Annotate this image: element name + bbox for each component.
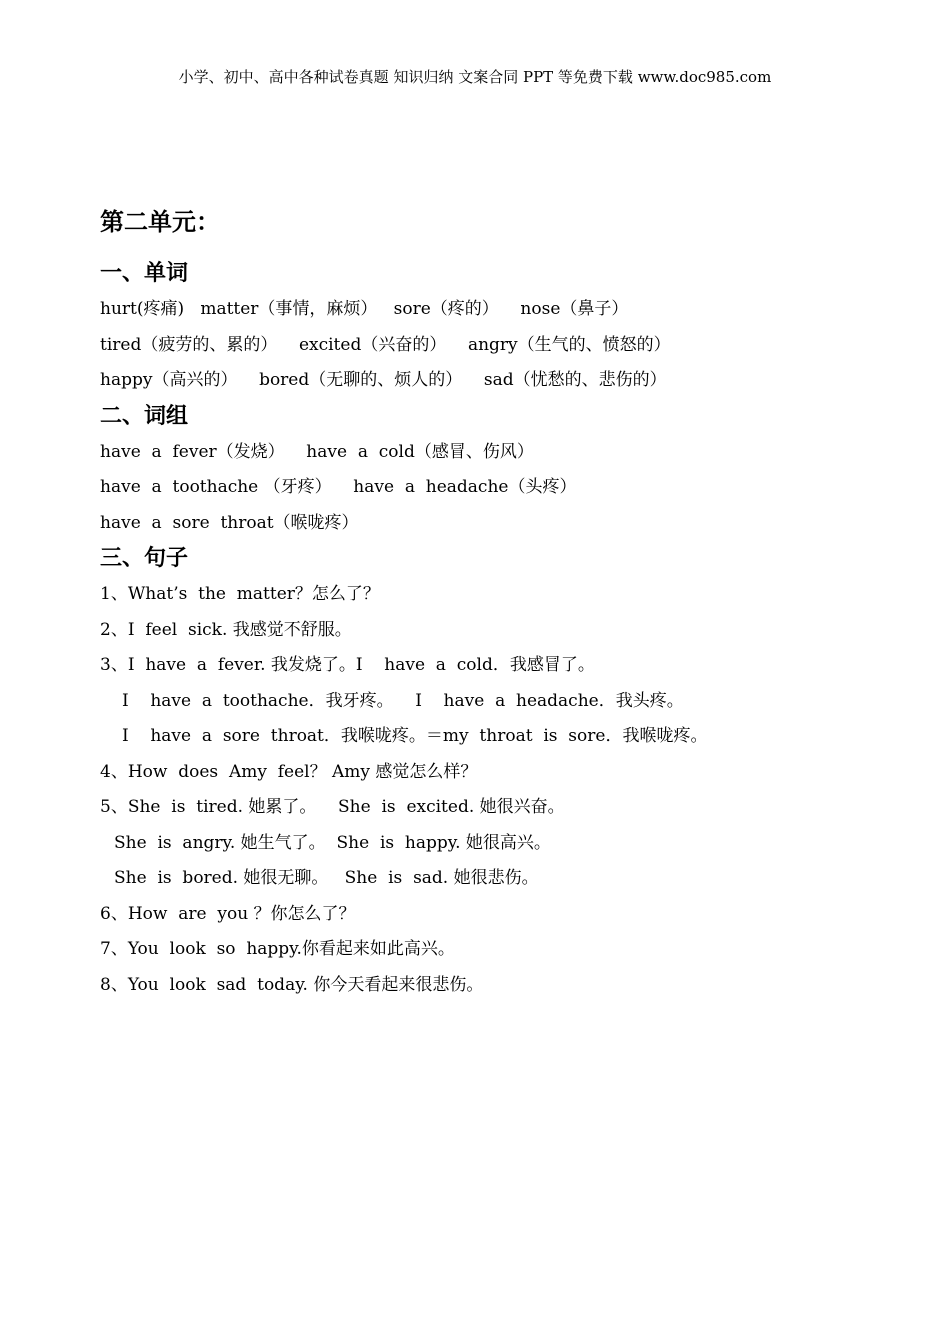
sentence-line: 1、What’s the matter？怎么了？	[100, 584, 380, 604]
sentence-line: She is angry. 她生气了。 She is happy. 她很高兴。	[114, 832, 551, 853]
word-line: happy（高兴的） bored（无聊的、烦人的） sad（忧愁的、悲伤的）	[100, 370, 667, 390]
sentence-line: 5、She is tired. 她累了。 She is excited. 她很兴奋。	[100, 797, 565, 817]
section-words-title: 一、单词	[100, 261, 189, 286]
sentence-line: I have a sore throat．我喉咙疼。＝my throat is sore．我喉咙疼。	[122, 726, 708, 746]
page-header: 小学、初中、高中各种试卷真题 知识归纳 文案合同 PPT 等免费下载 www.doc985.com	[178, 68, 772, 86]
sentence-line: She is bored. 她很无聊。 She is sad. 她很悲伤。	[114, 868, 539, 888]
sentence-line: 2、I feel sick. 我感觉不舒服。	[100, 619, 352, 640]
word-line: tired（疲劳的、累的） excited（兴奋的） angry（生气的、愤怒的）	[100, 334, 671, 355]
document-body	[100, 200, 880, 1003]
sentence-line: 4、How does Amy feel？ Amy 感觉怎么样？	[100, 761, 478, 782]
word-line: hurt(疼痛) matter（事情，麻烦） sore（疼的） nose（鼻子）	[100, 299, 629, 319]
sentence-line: 6、How are you ？你怎么了？	[100, 903, 356, 924]
section-sentences-title: 三、句子	[100, 546, 189, 571]
sentence-line: 3、I have a fever. 我发烧了。I have a cold．我感冒了。	[100, 655, 595, 675]
sentence-line: I have a toothache．我牙疼。 I have a headache．我头疼。	[122, 690, 684, 711]
phrase-line: have a toothache （牙疼） have a headache（头疼）	[100, 477, 577, 497]
phrase-line: have a sore throat（喉咙疼）	[100, 512, 359, 533]
unit-title: 第二单元：	[100, 208, 220, 236]
phrase-line: have a fever（发烧） have a cold（感冒、伤风）	[100, 441, 534, 462]
section-phrases-title: 二、词组	[100, 403, 189, 429]
sentence-line: 7、You look so happy.你看起来如此高兴。	[100, 939, 455, 959]
sentence-line: 8、You look sad today. 你今天看起来很悲伤。	[100, 974, 484, 995]
